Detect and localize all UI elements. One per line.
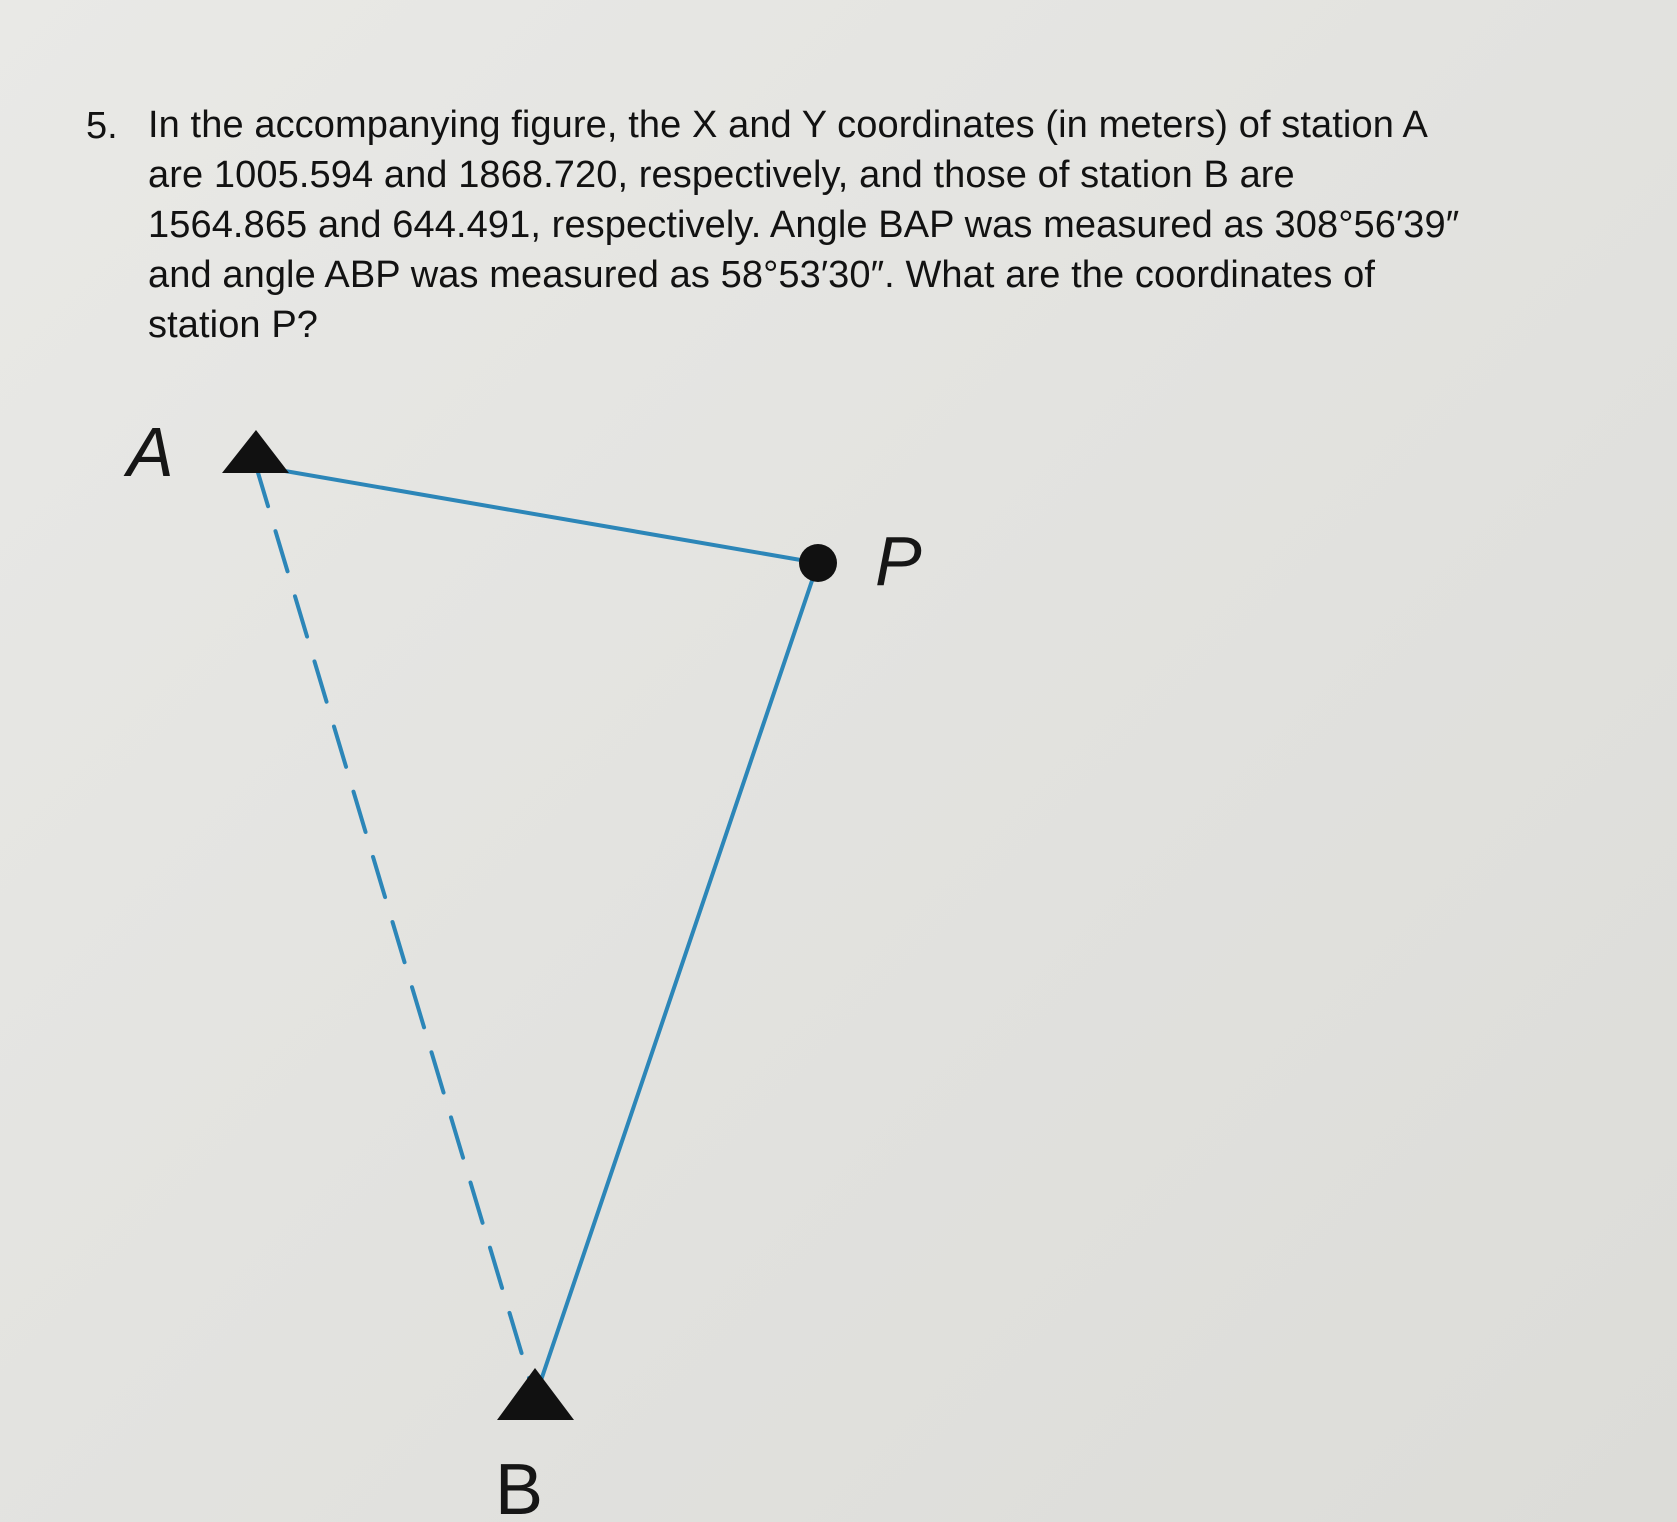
problem-line-1: In the accompanying figure, the X and Y coordinates (in meters) of station A [148,104,1428,146]
line-a-to-p [256,466,818,563]
line-a-to-b-dashed [256,466,535,1398]
problem-line-2: are 1005.594 and 1868.720, respectively, and those of station B are [148,154,1295,196]
station-a-label: A [127,413,174,491]
problem-line-4: and angle ABP was measured as 58°53′30″. What are the coordinates of [148,254,1375,296]
problem-number: 5. [86,105,118,147]
problem-line-3: 1564.865 and 644.491, respectively. Angle BAP was measured as 308°56′39″ [148,204,1460,246]
problem-line-5: station P? [148,304,318,346]
point-p-dot-icon [799,544,837,582]
station-b-label: B [495,1450,544,1522]
station-b-triangle-icon [497,1368,574,1420]
point-p-label: P [875,522,922,600]
line-p-to-b [535,563,818,1398]
station-a-triangle-icon [222,430,289,473]
